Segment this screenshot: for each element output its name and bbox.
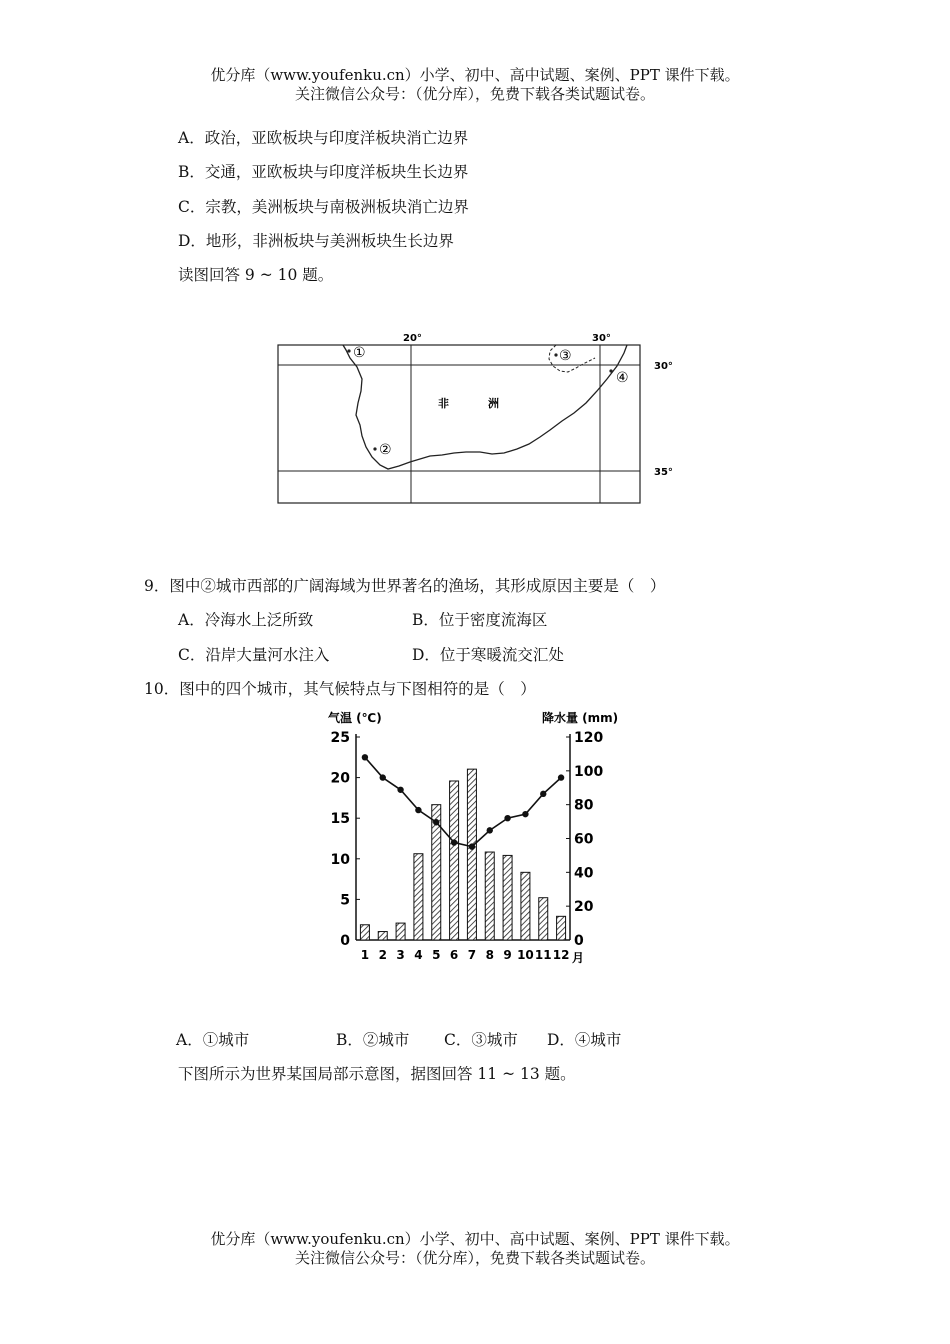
precip-bar (521, 872, 530, 940)
temperature-point (362, 754, 368, 760)
left-axis-title: 气温 (℃) (328, 711, 382, 725)
city-1-dot (347, 349, 350, 352)
lon-20-label: 20° (403, 333, 422, 344)
q9-option-d: D．位于寒暖流交汇处 (412, 646, 564, 664)
city-3-dot (554, 353, 557, 356)
left-tick-label: 0 (340, 933, 350, 949)
header-line-2: 关注微信公众号：（优分库），免费下载各类试题试卷。 (294, 85, 655, 103)
q10-option-d: D．④城市 (547, 1031, 622, 1049)
lat-35-label: 35° (654, 467, 673, 478)
temperature-point (397, 787, 403, 793)
southern-africa-map (270, 325, 680, 510)
month-label: 10 (517, 948, 534, 962)
temperature-point (487, 827, 493, 833)
month-label: 4 (414, 948, 423, 962)
month-label: 7 (467, 948, 477, 962)
left-tick-label: 25 (330, 730, 350, 746)
prev-option-c: C．宗教，美洲板块与南极洲板块消亡边界 (178, 198, 469, 216)
lon-30-label: 30° (592, 333, 611, 344)
right-tick-label: 120 (574, 730, 604, 746)
continent-label-fei: 非 (438, 397, 449, 410)
city-4-marker: ④ (616, 370, 629, 386)
q9-option-c: C．沿岸大量河水注入 (178, 646, 330, 664)
month-label: 9 (503, 948, 512, 962)
right-tick-label: 80 (574, 797, 594, 814)
right-tick-label: 40 (574, 865, 594, 882)
prev-option-b: B．交通，亚欧板块与印度洋板块生长边界 (178, 163, 469, 181)
right-tick-label: 100 (574, 763, 604, 780)
lat-30-label: 30° (654, 361, 673, 372)
precip-bar (450, 781, 459, 940)
temperature-point (415, 807, 421, 813)
q10-option-a: A．①城市 (176, 1031, 250, 1049)
month-label: 5 (432, 948, 441, 962)
q9-option-b: B．位于密度流海区 (412, 611, 548, 629)
precip-bar (378, 932, 387, 940)
month-label: 8 (485, 948, 494, 962)
precip-bar (396, 923, 405, 940)
intro-9-10: 读图回答 9 ~ 10 题。 (178, 266, 334, 284)
temperature-point (433, 819, 439, 825)
left-tick-label: 20 (330, 770, 350, 787)
map-frame (278, 345, 640, 503)
temperature-point (469, 843, 475, 849)
temperature-line (365, 757, 561, 846)
prev-option-a: A．政治，亚欧板块与印度洋板块消亡边界 (178, 129, 469, 147)
city-2-marker: ② (379, 442, 392, 458)
q9-option-a: A．冷海水上泛所致 (178, 611, 314, 629)
q10-stem: 10．图中的四个城市，其气候特点与下图相符的是（ ） (144, 680, 536, 698)
temperature-point (522, 811, 528, 817)
footer-line-1: 优分库（www.youfenku.cn）小学、初中、高中试题、案例、PPT 课件下载。 (210, 1230, 740, 1248)
left-tick-label: 5 (340, 892, 350, 909)
header-line-1: 优分库（www.youfenku.cn）小学、初中、高中试题、案例、PPT 课件下载。 (210, 66, 740, 84)
precip-bar (467, 769, 476, 940)
temperature-point (540, 791, 546, 797)
temperature-point (380, 774, 386, 780)
q10-option-c: C．③城市 (444, 1031, 518, 1049)
climate-chart (320, 702, 640, 974)
city-1-marker: ① (353, 345, 366, 361)
month-label: 12 (552, 948, 570, 962)
precip-bar (503, 855, 512, 940)
month-label: 3 (396, 948, 405, 962)
precip-bar (360, 925, 369, 940)
left-tick-label: 10 (330, 851, 350, 868)
temperature-point (451, 839, 457, 845)
footer-line-2: 关注微信公众号：（优分库），免费下载各类试题试卷。 (294, 1249, 655, 1267)
precip-bar (539, 898, 548, 940)
temperature-point (504, 815, 510, 821)
right-axis-title: 降水量 (mm) (542, 711, 619, 725)
intro-11-13: 下图所示为世界某国局部示意图，据图回答 11 ~ 13 题。 (178, 1065, 576, 1083)
x-axis-unit: 月 (572, 951, 585, 965)
temperature-point (558, 774, 564, 780)
city-3-marker: ③ (559, 348, 572, 364)
month-label: 11 (534, 948, 552, 962)
continent-label-zhou: 洲 (488, 397, 499, 410)
month-label: 1 (360, 948, 370, 962)
q10-option-b: B．②城市 (336, 1031, 410, 1049)
precip-bar (557, 916, 566, 940)
lesotho-border (549, 345, 595, 372)
month-label: 6 (449, 948, 459, 962)
left-tick-label: 15 (330, 811, 350, 828)
city-4-dot (609, 369, 612, 372)
right-tick-label: 20 (574, 899, 594, 916)
city-2-dot (373, 447, 376, 450)
right-tick-label: 60 (574, 831, 594, 848)
precip-bar (485, 852, 494, 940)
month-label: 2 (378, 948, 387, 962)
right-tick-label: 0 (574, 933, 584, 949)
prev-option-d: D．地形，非洲板块与美洲板块生长边界 (178, 232, 454, 250)
precip-bar (414, 854, 423, 940)
q9-stem: 9．图中②城市西部的广阔海域为世界著名的渔场，其形成原因主要是（ ） (144, 577, 666, 595)
